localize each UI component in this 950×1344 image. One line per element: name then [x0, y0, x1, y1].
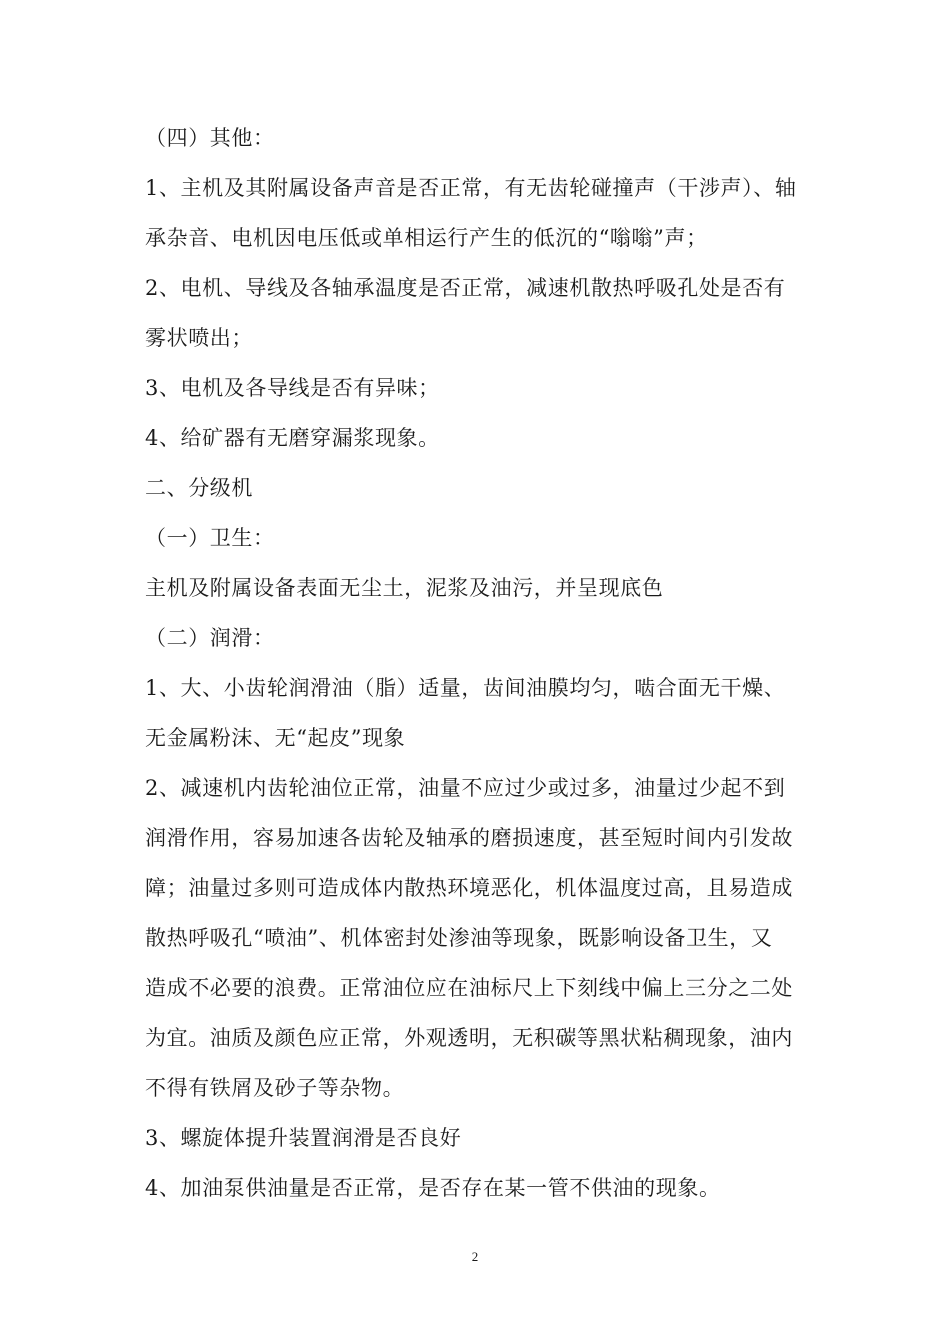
section-heading-classifier: 二、分级机: [145, 476, 253, 500]
text-line: 承杂音、电机因电压低或单相运行产生的低沉的“嗡嗡”声；: [145, 226, 708, 250]
text-line: 3、电机及各导线是否有异味；: [145, 376, 440, 400]
text-line: 不得有铁屑及砂子等杂物。: [145, 1076, 405, 1100]
text-line: 障；油量过多则可造成体内散热环境恶化，机体温度过高，且易造成: [145, 876, 793, 900]
page-number: 2: [471, 1249, 479, 1264]
text-line: 主机及附属设备表面无尘土，泥浆及油污，并呈现底色: [145, 576, 664, 600]
subsection-heading-hygiene: （一）卫生：: [145, 526, 275, 550]
text-line: 2、减速机内齿轮油位正常，油量不应过少或过多，油量过少起不到: [145, 776, 786, 800]
document-body: [145, 113, 810, 1213]
text-line: 雾状喷出；: [145, 326, 253, 350]
text-line: 1、主机及其附属设备声音是否正常，有无齿轮碰撞声（干涉声）、轴: [145, 176, 797, 200]
text-line: 2、电机、导线及各轴承温度是否正常，减速机散热呼吸孔处是否有: [145, 276, 786, 300]
subsection-heading-lubrication: （二）润滑：: [145, 626, 275, 650]
text-line: 散热呼吸孔“喷油”、机体密封处渗油等现象，既影响设备卫生，又: [145, 926, 773, 950]
text-line: 4、给矿器有无磨穿漏浆现象。: [145, 426, 440, 450]
text-line: 无金属粉沫、无“起皮”现象: [145, 726, 406, 750]
text-line: 4、加油泵供油量是否正常，是否存在某一管不供油的现象。: [145, 1176, 721, 1200]
text-line: 造成不必要的浪费。正常油位应在油标尺上下刻线中偏上三分之二处: [145, 976, 793, 1000]
text-line: 润滑作用，容易加速各齿轮及轴承的磨损速度，甚至短时间内引发故: [145, 826, 793, 850]
text-line: 1、大、小齿轮润滑油（脂）适量，齿间油膜均匀，啮合面无干燥、: [145, 676, 786, 700]
section-heading-others: （四）其他：: [145, 126, 275, 150]
text-line: 3、螺旋体提升装置润滑是否良好: [145, 1126, 462, 1150]
text-line: 为宜。油质及颜色应正常，外观透明，无积碳等黑状粘稠现象，油内: [145, 1026, 793, 1050]
